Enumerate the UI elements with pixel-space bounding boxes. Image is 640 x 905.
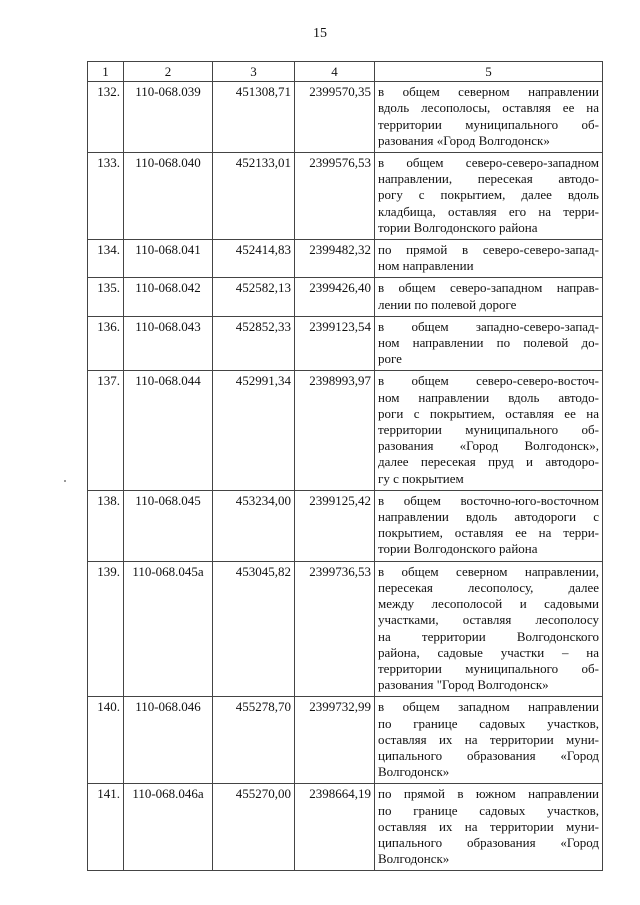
description-line: ном направлении xyxy=(378,258,474,274)
description-line: далее пересекая пруд и автодоро- xyxy=(378,454,599,470)
x-coordinate-cell: 452582,13 xyxy=(213,278,295,316)
table-row xyxy=(88,490,603,561)
column-header: 5 xyxy=(375,62,603,82)
point-code-cell: 110-068.039 xyxy=(124,82,213,153)
x-coordinate-cell: 452133,01 xyxy=(213,153,295,240)
description-line: в общем северо-северо-западном xyxy=(378,155,599,171)
x-coordinate-cell: 453234,00 xyxy=(213,490,295,561)
y-coordinate-cell: 2399732,99 xyxy=(295,697,375,784)
boundary-description-cell xyxy=(375,371,603,490)
y-coordinate-cell: 2398993,97 xyxy=(295,371,375,490)
y-coordinate-cell: 2399482,32 xyxy=(295,240,375,278)
table-row xyxy=(88,561,603,697)
description-line: территории муниципального об- xyxy=(378,116,599,132)
description-line: в общем западно-северо-запад- xyxy=(378,318,599,334)
column-header: 1 xyxy=(88,62,124,82)
page-number: 15 xyxy=(313,26,327,41)
point-code-cell: 110-068.046 xyxy=(124,697,213,784)
y-coordinate-cell: 2399123,54 xyxy=(295,316,375,371)
point-code-cell: 110-068.045а xyxy=(124,561,213,697)
description-line: пересекая лесополосу, далее xyxy=(378,579,599,595)
description-line: разования "Город Волгодонск» xyxy=(378,677,549,693)
description-line: оставляя их на территории муни- xyxy=(378,818,599,834)
description-line: ципального образования «Город xyxy=(378,834,599,850)
y-coordinate-cell: 2399125,42 xyxy=(295,490,375,561)
row-number-cell: 134. xyxy=(88,240,124,278)
description-line: в общем северо-западном направ- xyxy=(378,280,599,296)
row-number-cell: 138. xyxy=(88,490,124,561)
description-line: на территории Волгодонского xyxy=(378,628,599,644)
table-body xyxy=(88,82,603,871)
table-header-row xyxy=(88,62,603,82)
description-line: Волгодонск» xyxy=(378,851,450,867)
point-code-cell: 110-068.041 xyxy=(124,240,213,278)
boundary-points-table xyxy=(87,61,603,871)
boundary-description-cell xyxy=(375,278,603,316)
description-line: оставляя их на территории муни- xyxy=(378,731,599,747)
description-line: лении по полевой дороге xyxy=(378,296,517,312)
column-header: 2 xyxy=(124,62,213,82)
x-coordinate-cell: 452852,33 xyxy=(213,316,295,371)
row-number-cell: 136. xyxy=(88,316,124,371)
description-line: роги с покрытием, оставляя ее на xyxy=(378,405,599,421)
description-line: по границе садовых участков, xyxy=(378,715,599,731)
description-line: кладбища, оставляя его на терри- xyxy=(378,203,599,219)
row-number-cell: 140. xyxy=(88,697,124,784)
description-line: по прямой в южном направлении xyxy=(378,786,599,802)
description-line: тории Волгодонского района xyxy=(378,219,538,235)
description-line: вдоль лесополосы, оставляя ее на xyxy=(378,100,599,116)
y-coordinate-cell: 2399570,35 xyxy=(295,82,375,153)
table-row xyxy=(88,784,603,871)
boundary-description-cell xyxy=(375,697,603,784)
table-row xyxy=(88,316,603,371)
boundary-description-cell xyxy=(375,240,603,278)
description-line: в общем северо-северо-восточ- xyxy=(378,373,599,389)
row-number-cell: 141. xyxy=(88,784,124,871)
boundary-description-cell xyxy=(375,153,603,240)
point-code-cell: 110-068.042 xyxy=(124,278,213,316)
y-coordinate-cell: 2399576,53 xyxy=(295,153,375,240)
description-line: тории Волгодонского района xyxy=(378,541,538,557)
x-coordinate-cell: 452414,83 xyxy=(213,240,295,278)
row-number-cell: 135. xyxy=(88,278,124,316)
x-coordinate-cell: 455270,00 xyxy=(213,784,295,871)
description-line: гу с покрытием xyxy=(378,470,464,486)
table-row xyxy=(88,240,603,278)
table-row xyxy=(88,153,603,240)
boundary-description-cell xyxy=(375,784,603,871)
column-header: 4 xyxy=(295,62,375,82)
column-header: 3 xyxy=(213,62,295,82)
row-number-cell: 133. xyxy=(88,153,124,240)
y-coordinate-cell: 2399426,40 xyxy=(295,278,375,316)
point-code-cell: 110-068.043 xyxy=(124,316,213,371)
description-line: ном направлении по полевой до- xyxy=(378,335,599,351)
table-row xyxy=(88,82,603,153)
row-number-cell: 132. xyxy=(88,82,124,153)
description-line: ном направлении вдоль автодо- xyxy=(378,389,599,405)
description-line: ципального образования «Город xyxy=(378,747,599,763)
description-line: роге xyxy=(378,351,402,367)
point-code-cell: 110-068.045 xyxy=(124,490,213,561)
description-line: по прямой в северо-северо-запад- xyxy=(378,242,599,258)
description-line: территории муниципального об- xyxy=(378,660,599,676)
description-line: разования «Город Волгодонск» xyxy=(378,132,550,148)
description-line: в общем северном направлении, xyxy=(378,563,599,579)
description-line: участками, оставляя лесополосу xyxy=(378,612,599,628)
description-line: территории муниципального об- xyxy=(378,422,599,438)
description-line: в общем северном направлении xyxy=(378,84,599,100)
row-number-cell: 137. xyxy=(88,371,124,490)
y-coordinate-cell: 2398664,19 xyxy=(295,784,375,871)
description-line: района, садовые участки – на xyxy=(378,644,599,660)
description-line: покрытием, оставляя ее на терри- xyxy=(378,525,599,541)
boundary-description-cell xyxy=(375,490,603,561)
description-line: направлении вдоль автодороги с xyxy=(378,509,599,525)
point-code-cell: 110-068.044 xyxy=(124,371,213,490)
x-coordinate-cell: 451308,71 xyxy=(213,82,295,153)
boundary-description-cell xyxy=(375,316,603,371)
table-row xyxy=(88,278,603,316)
description-line: в общем западном направлении xyxy=(378,699,599,715)
table-row xyxy=(88,371,603,490)
x-coordinate-cell: 452991,34 xyxy=(213,371,295,490)
description-line: в общем восточно-юго-восточном xyxy=(378,492,599,508)
description-line: направлении, пересекая автодо- xyxy=(378,171,599,187)
description-line: разования «Город Волгодонск», xyxy=(378,438,599,454)
row-number-cell: 139. xyxy=(88,561,124,697)
description-line: Волгодонск» xyxy=(378,764,450,780)
x-coordinate-cell: 453045,82 xyxy=(213,561,295,697)
table-row xyxy=(88,697,603,784)
description-line: рогу с покрытием, далее вдоль xyxy=(378,187,599,203)
description-line: по границе садовых участков, xyxy=(378,802,599,818)
boundary-description-cell xyxy=(375,82,603,153)
x-coordinate-cell: 455278,70 xyxy=(213,697,295,784)
y-coordinate-cell: 2399736,53 xyxy=(295,561,375,697)
description-line: между лесополосой и садовыми xyxy=(378,596,599,612)
boundary-description-cell xyxy=(375,561,603,697)
point-code-cell: 110-068.040 xyxy=(124,153,213,240)
scan-artifact-dot xyxy=(64,480,66,482)
point-code-cell: 110-068.046а xyxy=(124,784,213,871)
